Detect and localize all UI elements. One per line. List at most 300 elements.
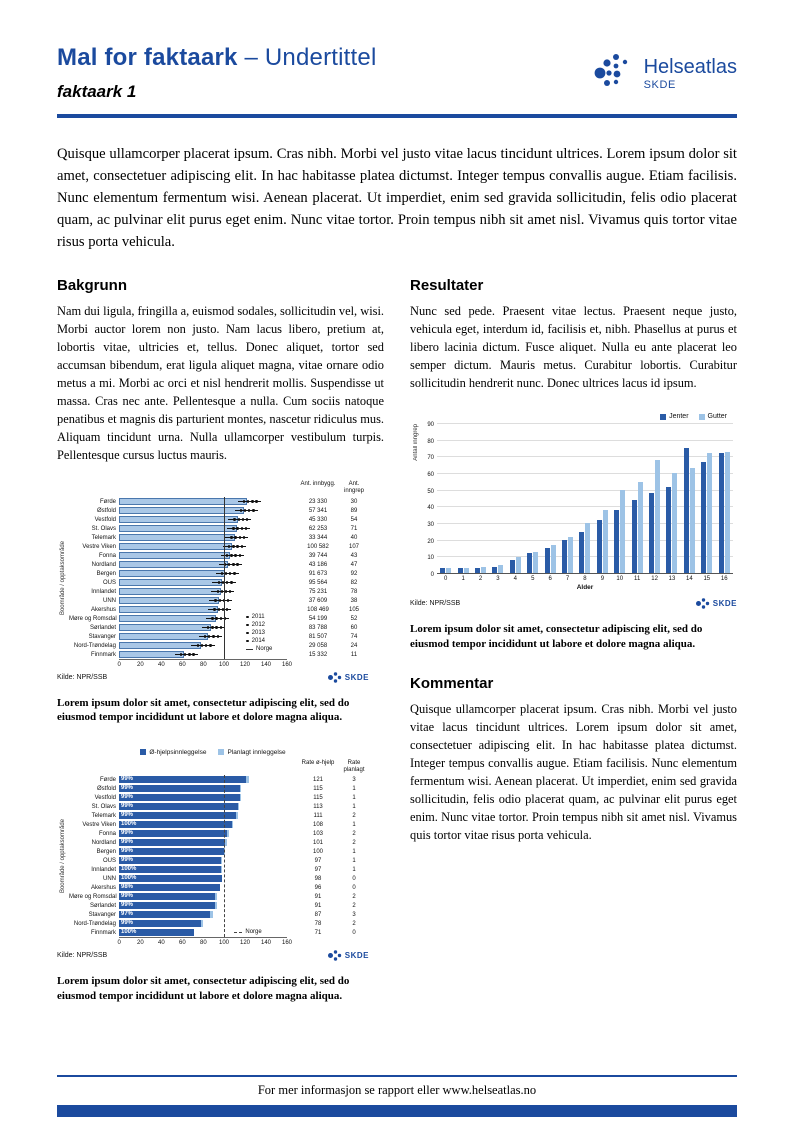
chart-row xyxy=(69,892,369,901)
year-dot xyxy=(180,653,182,655)
row-plot xyxy=(119,596,287,605)
row-plot xyxy=(119,901,287,910)
legend-norge-label: Norge xyxy=(256,646,273,653)
row-plot xyxy=(119,497,287,506)
bar-group xyxy=(698,424,715,573)
bar-gutter xyxy=(725,452,730,574)
legend-dot-icon xyxy=(246,640,249,643)
bar-planlagt xyxy=(215,893,217,900)
intro-paragraph: Quisque ullamcorper placerat ipsum. Cras nibh. Morbi vel justo vitae lacus tincidunt ultrices. Lorem ipsum dolor sit amet, consectetuer adipiscing elit. In hac habitasse platea dictumst. Integer tempus convallis augue. Etiam facilisis. Nunc elementum fermentum wisi. Aenean placerat. Ut imperdiet, enim sed gravida sollicitudin, felis odio placerat quam, ac pulvinar elit purus eget enim. Nunc vitae tortor. Proin tempus nibh sit amet nisl. Vivamus quis tortor vitae risus porta vehicula. xyxy=(57,146,737,250)
bar-planlagt xyxy=(232,821,233,828)
row-plot xyxy=(119,560,287,569)
x-tick-label: 13 xyxy=(668,576,676,583)
resultater-body: Nunc sed pede. Praesent vitae lectus. Praesent neque justo, vehicula eget, interdum id, facilisis et, nibh. Phasellus at purus et libero lacinia dictum. Fusce aliquet. Nulla eu ante placerat leo semper dictum. Mauris metus. Curabitur lobortis. Curabitur sollicitudin hendrerit nunc. Donec ultrices lacus id ipsum. xyxy=(410,304,737,391)
bar xyxy=(119,498,247,505)
year-dot xyxy=(245,527,247,529)
row-label: Stavanger xyxy=(88,911,116,918)
bar-planlagt xyxy=(236,812,238,819)
y-axis-label-text: Boområde / opptaksområde xyxy=(60,541,66,616)
x-tick-label: 20 xyxy=(137,939,144,946)
bar-group xyxy=(628,424,645,573)
legend-line-icon xyxy=(246,649,253,650)
helseatlas-logo xyxy=(594,52,737,94)
skde-logo xyxy=(327,671,369,684)
value-inngrep: 60 xyxy=(350,624,358,631)
row-label: Sørlandet xyxy=(89,624,116,631)
value-planlagt: 2 xyxy=(352,902,356,909)
chart-row xyxy=(69,820,369,829)
year-dot xyxy=(230,554,232,556)
row-label: OUS xyxy=(102,857,116,864)
value-ohjelp: 97 xyxy=(314,857,322,864)
x-tick-label: 140 xyxy=(261,939,272,946)
bar-ohjelp: 99% xyxy=(119,857,221,864)
plot-wrap xyxy=(69,775,369,937)
y-axis-label xyxy=(57,775,69,937)
row-plot xyxy=(119,820,287,829)
bar-gutter xyxy=(638,482,643,574)
value-innbygg: 108 469 xyxy=(307,606,329,613)
year-dot xyxy=(219,599,221,601)
row-plot xyxy=(119,515,287,524)
y-tick-label: 0 xyxy=(430,571,434,578)
bar-planlagt xyxy=(221,857,222,864)
legend-dot-icon xyxy=(246,624,249,627)
x-tick-label: 0 xyxy=(117,939,121,946)
x-tick-label: 8 xyxy=(583,576,587,583)
bar-group xyxy=(594,424,611,573)
legend-item xyxy=(660,413,688,420)
x-tick-label: 10 xyxy=(616,576,624,583)
header xyxy=(57,0,737,102)
x-axis-ticks xyxy=(117,659,293,669)
kommentar-body: Quisque ullamcorper placerat ipsum. Cras nibh. Morbi vel justo vitae lacus tincidunt ultrices. Lorem ipsum dolor sit amet, consectetuer adipiscing elit. In hac habitasse platea dictumst. Integer tempus convallis augue. Etiam facilisis. Nunc elementum fermentum wisi. Aenean placerat. Ut imperdiet, enim sed gravida sollicitudin, felis odio placerat quam, ac pulvinar elit purus eget enim. Nunc vitae tortor. Proin tempus nibh sit amet nisl. Vivamus quis tortor vitae risus porta vehicula. xyxy=(410,701,737,842)
bar-ohjelp: 97% xyxy=(119,911,210,918)
skde-dots-icon xyxy=(327,671,342,684)
logo-text xyxy=(644,56,737,91)
bar-jenter xyxy=(475,568,480,573)
y-axis-label xyxy=(57,497,69,659)
x-axis xyxy=(57,659,369,669)
x-tick-label: 9 xyxy=(600,576,605,583)
chart-row xyxy=(69,605,369,614)
x-tick-label: 20 xyxy=(137,661,144,668)
chart-row xyxy=(69,551,369,560)
chart-row xyxy=(69,910,369,919)
chart-row xyxy=(69,775,369,784)
year-dot xyxy=(225,590,227,592)
chart-legend xyxy=(246,613,272,653)
value-innbygg: 33 344 xyxy=(308,534,328,541)
year-dot xyxy=(255,500,257,502)
bar-group xyxy=(454,424,471,573)
logo-name: Helseatlas xyxy=(643,55,737,78)
y-tick-label: 60 xyxy=(427,471,434,478)
bar-gutter xyxy=(603,510,608,573)
legend-year-label: 2014 xyxy=(251,638,265,645)
value-inngrep: 74 xyxy=(350,633,358,640)
plot-column xyxy=(437,424,733,591)
value-planlagt: 1 xyxy=(352,785,356,792)
bar-group xyxy=(716,424,733,573)
chart-element xyxy=(297,659,339,669)
value-inngrep: 71 xyxy=(350,525,358,532)
skde-label: SKDE xyxy=(712,599,737,609)
bar-jenter xyxy=(719,453,724,573)
value-planlagt: 2 xyxy=(352,839,356,846)
legend-dot-icon xyxy=(246,616,249,619)
value-ohjelp: 97 xyxy=(314,866,322,873)
row-plot xyxy=(119,847,287,856)
value-ohjelp: 113 xyxy=(313,803,323,810)
bar-jenter xyxy=(458,568,463,573)
chart-row xyxy=(69,596,369,605)
bar-group xyxy=(489,424,506,573)
x-tick-label: 160 xyxy=(282,661,293,668)
value-ohjelp: 115 xyxy=(313,785,323,792)
row-label: Førde xyxy=(99,498,116,505)
bar-gutter xyxy=(568,537,573,574)
value-ohjelp: 103 xyxy=(312,830,323,837)
chart-element xyxy=(57,937,69,947)
value-planlagt: 0 xyxy=(352,884,356,891)
row-label: Møre og Romsdal xyxy=(69,615,117,622)
column-headers xyxy=(57,481,369,495)
x-tick-label: 0 xyxy=(444,576,448,583)
bar-planlagt xyxy=(238,803,239,810)
value-planlagt: 2 xyxy=(352,812,356,819)
year-dot xyxy=(230,581,232,583)
chart-row xyxy=(69,560,369,569)
kilde-label: Kilde: NPR/SSB xyxy=(410,600,461,608)
title-subtitle-inline: – Undertittel xyxy=(244,44,377,71)
chart-footer xyxy=(410,597,737,610)
legend-year-label: 2013 xyxy=(251,630,265,637)
col-header-innbygg: Ant. innbygg. xyxy=(300,481,336,488)
value-inngrep: 89 xyxy=(350,507,358,514)
y-axis-ticks xyxy=(422,421,437,578)
chart-element xyxy=(339,937,369,947)
bar-planlagt xyxy=(215,902,217,909)
title-block xyxy=(57,44,376,102)
year-dot xyxy=(244,509,246,511)
bar-jenter xyxy=(701,462,706,574)
chart-row xyxy=(69,919,369,928)
year-dot xyxy=(240,509,242,511)
value-inngrep: 105 xyxy=(348,606,359,613)
value-ohjelp: 108 xyxy=(312,821,323,828)
bar-gutter xyxy=(620,490,625,573)
bar-planlagt xyxy=(240,794,241,801)
bars-wrap xyxy=(437,424,733,573)
value-ohjelp: 115 xyxy=(313,794,323,801)
x-tick-label: 5 xyxy=(531,576,535,583)
legend-item xyxy=(218,749,285,756)
y-tick-label: 20 xyxy=(427,538,434,545)
bar-gutter xyxy=(707,453,712,573)
value-innbygg: 45 330 xyxy=(308,516,328,523)
year-dot xyxy=(220,626,222,628)
section-heading-kommentar: Kommentar xyxy=(410,674,494,692)
bar-ohjelp: 99% xyxy=(119,785,240,792)
legend-item xyxy=(140,749,206,756)
year-dot xyxy=(236,545,238,547)
skde-dots-icon xyxy=(695,597,710,610)
bar-group xyxy=(541,424,558,573)
value-inngrep: 43 xyxy=(350,552,358,559)
row-label: Innlandet xyxy=(91,866,116,873)
value-innbygg: 75 231 xyxy=(308,588,328,595)
x-tick-label: 1 xyxy=(461,576,465,583)
section-heading-resultater: Resultater xyxy=(410,277,484,295)
row-label: St. Olavs xyxy=(91,525,116,532)
legend-year-label: 2012 xyxy=(251,622,265,629)
value-innbygg: 83 788 xyxy=(308,624,328,631)
year-dot xyxy=(241,527,243,529)
x-tick-label: 12 xyxy=(651,576,658,583)
chart-row xyxy=(69,524,369,533)
value-inngrep: 30 xyxy=(350,498,358,505)
bar-planlagt xyxy=(221,866,222,873)
bar xyxy=(119,606,218,613)
bar-ohjelp: 99% xyxy=(119,839,225,846)
year-dot xyxy=(232,563,234,565)
x-tick-label: 80 xyxy=(200,939,207,946)
year-dot xyxy=(225,572,227,574)
section-heading-bakgrunn: Bakgrunn xyxy=(57,277,128,295)
bar-ohjelp: 99% xyxy=(119,830,227,837)
chart-element xyxy=(287,760,297,774)
bar-jenter xyxy=(492,567,497,574)
row-label: Vestre Viken xyxy=(82,821,116,828)
year-dot xyxy=(234,554,236,556)
row-plot xyxy=(119,865,287,874)
x-tick-label: 140 xyxy=(261,661,272,668)
row-plot xyxy=(119,883,287,892)
row-label: Stavanger xyxy=(88,633,116,640)
kilde-label: Kilde: NPR/SSB xyxy=(57,952,108,960)
year-dot xyxy=(243,536,245,538)
plot-wrap xyxy=(69,497,369,659)
legend-swatch-icon xyxy=(660,414,666,420)
legend-norge-label: Norge xyxy=(245,929,262,936)
x-tick-label: 6 xyxy=(548,576,552,583)
year-dot xyxy=(236,527,238,529)
bar-jenter xyxy=(666,487,671,574)
year-dot xyxy=(226,554,228,556)
row-plot xyxy=(119,524,287,533)
bar-group xyxy=(437,424,454,573)
x-tick-label: 15 xyxy=(703,576,711,583)
value-inngrep: 47 xyxy=(350,561,358,568)
bar-gutter xyxy=(498,565,503,573)
x-tick-label: 14 xyxy=(686,576,693,583)
value-ohjelp: 87 xyxy=(314,911,322,918)
value-innbygg: 81 507 xyxy=(308,633,328,640)
bar-gutter xyxy=(533,552,538,574)
row-label: Vestfold xyxy=(94,794,116,801)
year-dot xyxy=(205,644,207,646)
chart-row xyxy=(69,623,369,632)
x-tick-label: 60 xyxy=(179,661,186,668)
bar-jenter xyxy=(597,520,602,573)
row-plot xyxy=(119,569,287,578)
chart-row xyxy=(69,542,369,551)
bar-ohjelp: 99% xyxy=(119,902,215,909)
value-innbygg: 15 332 xyxy=(308,651,328,658)
value-inngrep: 107 xyxy=(348,543,359,550)
value-planlagt: 3 xyxy=(352,776,356,783)
legend-year xyxy=(246,613,272,621)
x-tick-label: 120 xyxy=(240,661,251,668)
y-tick-label: 90 xyxy=(427,421,434,428)
legend-label: Jenter xyxy=(669,413,689,421)
bar xyxy=(119,597,219,604)
row-label: Bergen xyxy=(96,848,116,855)
x-tick-label: 11 xyxy=(634,576,641,583)
value-innbygg: 29 058 xyxy=(308,642,328,649)
chart-row xyxy=(69,641,369,650)
x-axis-ticks xyxy=(117,937,293,947)
chart-main xyxy=(410,421,737,592)
value-innbygg: 37 609 xyxy=(308,597,328,604)
bar-ohjelp: 99% xyxy=(119,893,215,900)
page-title xyxy=(57,44,376,72)
bar-gutter xyxy=(655,460,660,573)
y-axis-label-text: Boområde / opptaksområde xyxy=(60,819,66,894)
row-label: Akershus xyxy=(90,606,116,613)
chart-row xyxy=(69,506,369,515)
chart-row xyxy=(69,793,369,802)
chart-element xyxy=(57,659,69,669)
value-planlagt: 1 xyxy=(352,857,356,864)
col-header-ohjelp: Rate ø-hjelp xyxy=(301,759,335,766)
year-dot xyxy=(239,536,241,538)
value-planlagt: 0 xyxy=(352,875,356,882)
value-inngrep: 54 xyxy=(350,516,358,523)
bar xyxy=(119,525,237,532)
x-tick-row xyxy=(437,576,733,582)
value-innbygg: 39 744 xyxy=(308,552,328,559)
year-dot xyxy=(213,608,215,610)
year-dot xyxy=(218,581,220,583)
row-label: Fonna xyxy=(98,552,116,559)
bar xyxy=(119,624,211,631)
footer-bar xyxy=(57,1105,737,1117)
row-plot xyxy=(119,551,287,560)
chart-row xyxy=(69,874,369,883)
value-inngrep: 52 xyxy=(350,615,358,622)
x-tick-label: 3 xyxy=(496,576,500,583)
skde-label: SKDE xyxy=(344,673,369,683)
row-plot xyxy=(119,587,287,596)
value-planlagt: 1 xyxy=(352,866,356,873)
value-planlagt: 1 xyxy=(352,794,356,801)
value-inngrep: 40 xyxy=(350,534,358,541)
year-dot xyxy=(218,608,220,610)
norge-reference-line xyxy=(224,775,225,937)
value-inngrep: 92 xyxy=(350,570,358,577)
bar-gutter xyxy=(585,523,590,573)
bar-planlagt xyxy=(240,785,241,792)
bar-group xyxy=(663,424,680,573)
bar-jenter xyxy=(440,568,445,573)
year-dot xyxy=(212,635,214,637)
chart-element xyxy=(69,481,119,495)
year-dot xyxy=(236,563,238,565)
row-label: Fonna xyxy=(98,830,116,837)
chart-element xyxy=(69,659,119,669)
row-label: Førde xyxy=(99,776,116,783)
bar-jenter xyxy=(579,532,584,574)
row-plot xyxy=(119,802,287,811)
row-plot xyxy=(119,838,287,847)
value-innbygg: 95 564 xyxy=(308,579,328,586)
skde-label: SKDE xyxy=(344,951,369,961)
year-dot xyxy=(246,518,248,520)
row-label: St. Olavs xyxy=(91,803,116,810)
chart-row xyxy=(69,515,369,524)
year-dot xyxy=(232,545,234,547)
bar-gutter xyxy=(551,545,556,573)
bar xyxy=(119,543,232,550)
chart2-caption: Lorem ipsum dolor sit amet, consectetur adipiscing elit, sed do eiusmod tempor incididunt ut labore et dolore magna aliqua. xyxy=(57,975,350,1002)
value-innbygg: 62 253 xyxy=(308,525,328,532)
chart-element xyxy=(69,937,119,947)
x-tick-label: 7 xyxy=(565,576,570,583)
legend-norge xyxy=(232,929,261,935)
value-planlagt: 1 xyxy=(352,803,356,810)
legend-label: Planlagt innleggelse xyxy=(227,748,286,756)
chart-row xyxy=(69,632,369,641)
year-dot xyxy=(192,653,194,655)
bar-ohjelp: 99% xyxy=(119,812,236,819)
bar-group xyxy=(524,424,541,573)
value-innbygg: 23 330 xyxy=(308,498,328,505)
value-planlagt: 2 xyxy=(352,893,356,900)
col-header-planlagt: Rate planlagt xyxy=(343,759,365,773)
legend-swatch-icon xyxy=(140,749,146,755)
value-ohjelp: 101 xyxy=(312,839,323,846)
chart-row xyxy=(69,614,369,623)
norge-reference-line xyxy=(224,497,225,659)
bar-gutter xyxy=(516,557,521,574)
chart-row xyxy=(69,856,369,865)
bar-ohjelp: 100% xyxy=(119,821,232,828)
year-dot xyxy=(239,554,241,556)
chart-admission-type xyxy=(57,749,369,963)
x-tick-label: 60 xyxy=(179,939,186,946)
row-label: OUS xyxy=(102,579,116,586)
bar-gutter xyxy=(464,568,469,573)
chart-row xyxy=(69,587,369,596)
bar-jenter xyxy=(632,500,637,573)
column-headers xyxy=(57,760,369,774)
row-plot xyxy=(119,542,287,551)
value-inngrep: 78 xyxy=(350,588,358,595)
year-dot xyxy=(233,518,235,520)
year-dot xyxy=(217,590,219,592)
value-ohjelp: 78 xyxy=(314,920,322,927)
year-dot xyxy=(217,635,219,637)
year-dot xyxy=(251,500,253,502)
value-ohjelp: 111 xyxy=(313,812,323,819)
plot-area xyxy=(437,424,733,574)
row-label: Nord-Trøndelag xyxy=(73,920,116,927)
chart-row xyxy=(69,650,369,659)
bar-gutter xyxy=(672,473,677,573)
value-planlagt: 0 xyxy=(352,929,356,936)
